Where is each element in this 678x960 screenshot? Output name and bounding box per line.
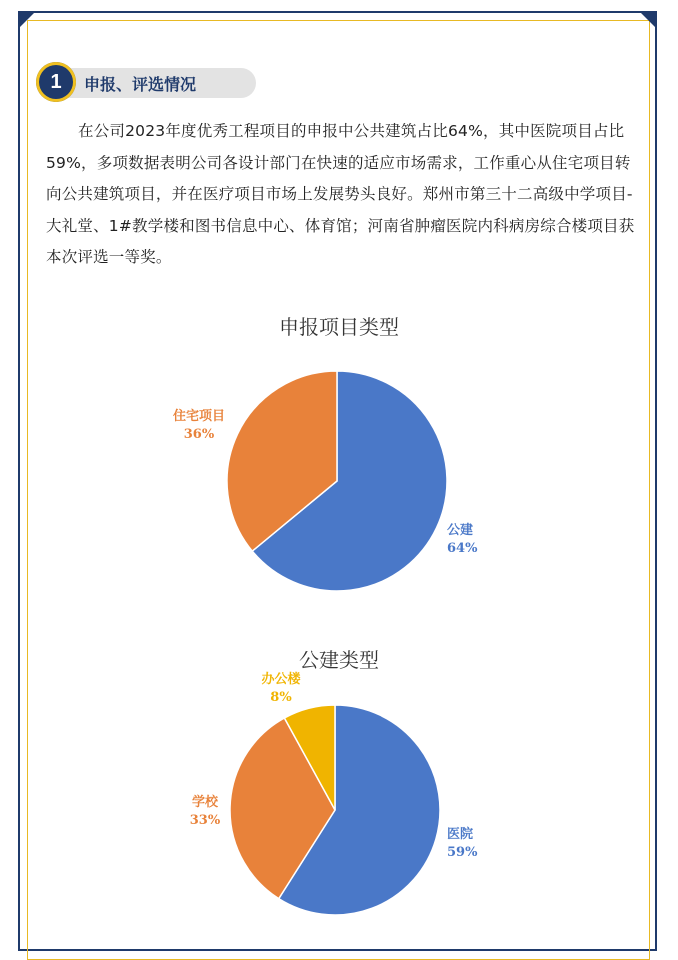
section-title: 申报、评选情况	[84, 75, 197, 94]
chart-1-title: 申报项目类型	[279, 315, 399, 339]
slice-label-1: 公建	[447, 523, 474, 538]
chart-1-pie	[0, 350, 678, 610]
slice-value-2: 36%	[183, 427, 215, 442]
badge-number: 1	[50, 71, 62, 93]
slice-label-2: 住宅项目	[172, 409, 226, 424]
corner-decoration-right	[641, 13, 655, 27]
chart-2-pie	[0, 670, 678, 934]
slice-value-1: 64%	[447, 541, 478, 556]
number-badge	[36, 62, 76, 102]
slice-label-1: 医院	[447, 827, 474, 842]
slice-label-2: 学校	[191, 795, 219, 810]
intro-paragraph: 在公司2023年度优秀工程项目的申报中公共建筑占比64%，其中医院项目占比59%，多项数据表明公司各设计部门在快速的适应市场需求，工作重心从住宅项目转向公共建筑项目，并在医疗项目市场上发展势头良好。郑州市第三十二高级中学项目-大礼堂、1#教学楼和图书信息中心、体育馆；河南省肿瘤医院内科病房综合楼项目获本次评选一等奖。	[46, 122, 635, 266]
slice-value-3: 8%	[270, 690, 292, 705]
slice-label-3: 办公楼	[261, 672, 301, 687]
slice-value-1: 59%	[447, 845, 478, 860]
corner-decoration-left	[20, 13, 34, 27]
slice-value-2: 33%	[189, 813, 221, 828]
chart-2-title: 公建类型	[299, 648, 379, 672]
